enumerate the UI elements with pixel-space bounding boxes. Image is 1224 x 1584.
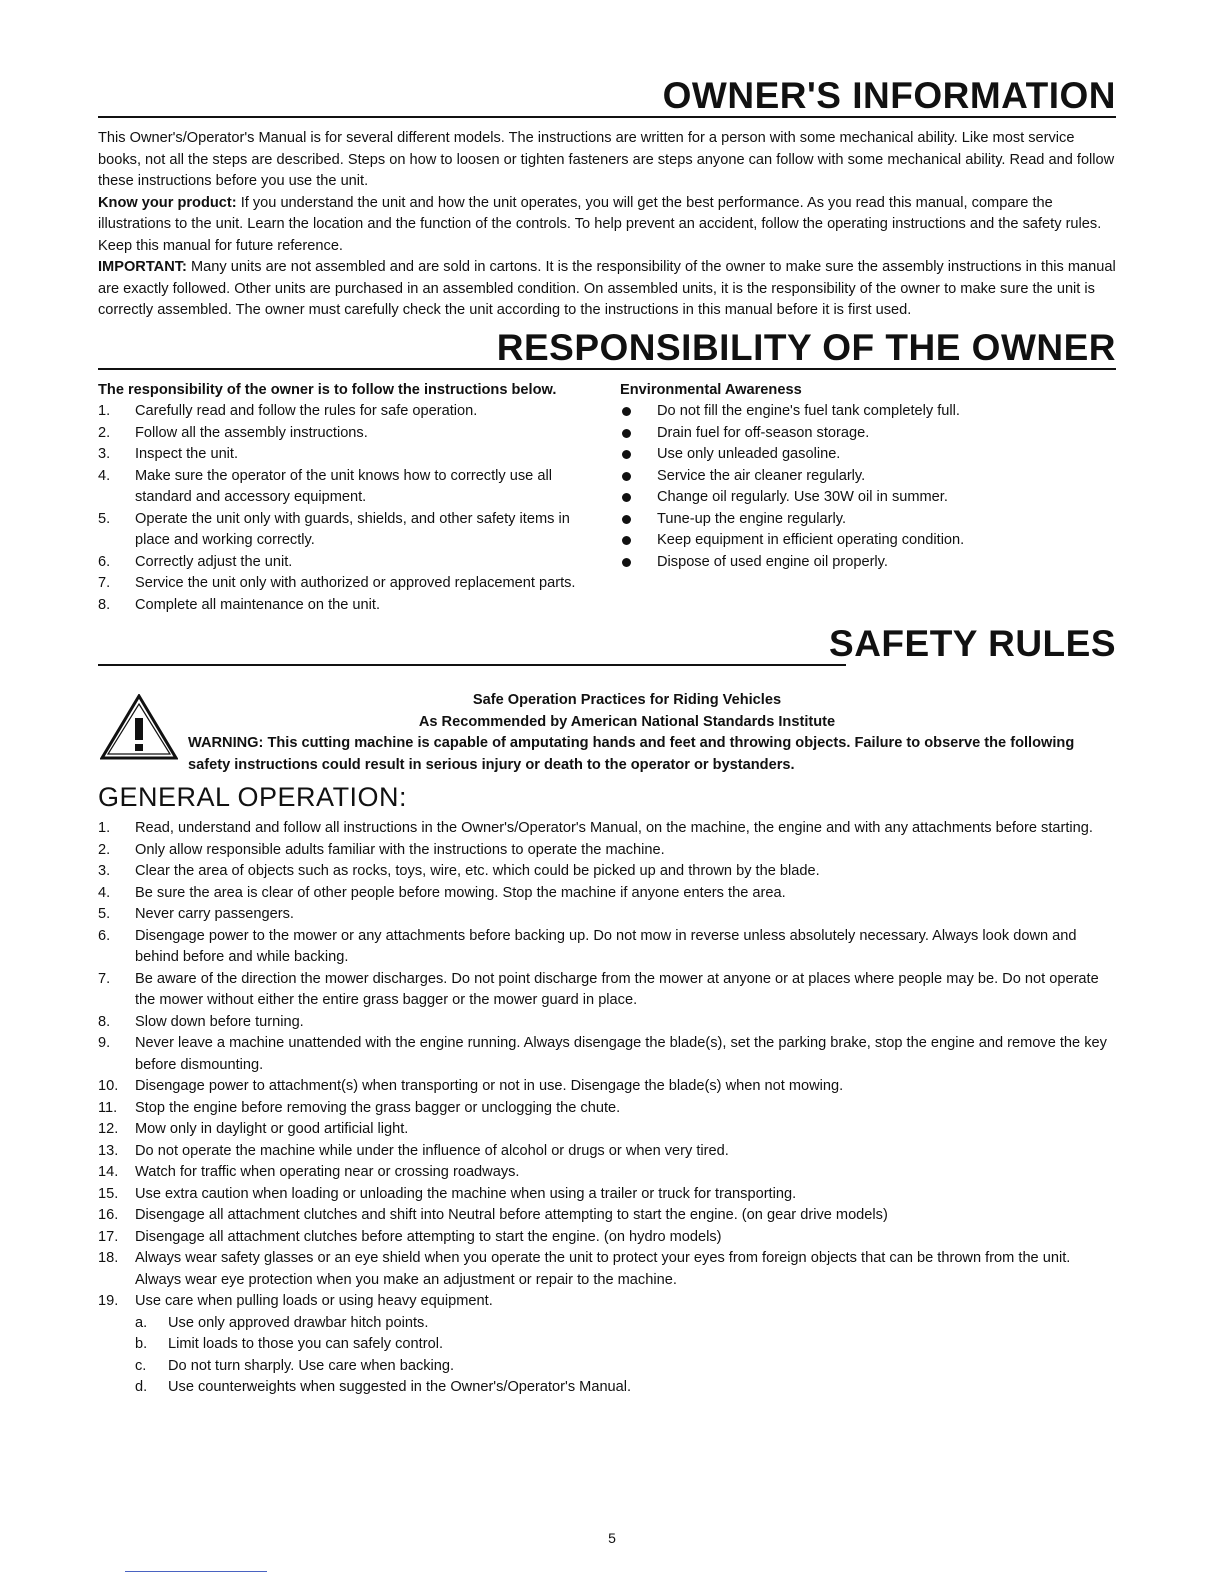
list-item: 3. Inspect the unit. [98,446,239,462]
environmental-awareness-heading: Environmental Awareness [620,381,802,398]
know-text: If you understand the unit and how the unit operates, you will get the best performance. As you read this manual, compare the illustrations to the unit. Learn the location and the function of the controls. To help prevent an accident, follow the operating instructions and the safety rules. Keep this manual for future reference. [98,194,1102,254]
general-operation-heading: GENERAL OPERATION: [98,782,408,812]
list-item: 1. Read, understand and follow all instructions in the Owner's/Operator's Manual, on the machine, the engine and with any attachments before starting. [98,820,1093,836]
list-item: 5. Never carry passengers. [98,906,294,922]
owner-duties-column [98,380,598,617]
important-label: IMPORTANT: [98,259,187,275]
owners-information-header [98,72,1116,120]
responsibility-header [98,324,1116,372]
list-item: 1. Carefully read and follow the rules for safe operation. [98,403,478,419]
list-item: 9. Never leave a machine unattended with the engine running. Always disengage the blade(s), set the parking brake, stop the engine and remove the key before dismounting. [98,1035,1107,1073]
list-item: 12. Mow only in daylight or good artificial light. [98,1121,409,1137]
list-item: 14. Watch for traffic when operating near or crossing roadways. [98,1164,520,1180]
know-your-product-paragraph [98,193,1116,258]
manual-page [98,72,1116,1399]
list-item: 19. Use care when pulling loads or using heavy equipment. [98,1293,493,1309]
list-item: 2. Only allow responsible adults familiar with the instructions to operate the machine. [98,841,665,858]
list-item: d. Use counterweights when suggested in the Owner's/Operator's Manual. [135,1379,632,1395]
section-rule [98,368,1116,370]
bullet-icon [622,515,631,524]
section-rule [98,664,846,666]
list-item: 2. Follow all the assembly instructions. [98,424,368,441]
environmental-awareness-column [620,380,1116,617]
list-item: Drain fuel for off-season storage. [620,423,1116,445]
list-item: 3. Clear the area of objects such as rocks, toys, wire, etc. which could be picked up and thrown by the blade. [98,863,820,879]
responsibility-columns [98,380,1116,617]
environmental-list [620,401,1116,573]
list-item: b. Limit loads to those you can safely control. [135,1336,443,1352]
list-item: 10. Disengage power to attachment(s) when transporting or not in use. Disengage the blade(s) when not mowing. [98,1078,844,1094]
important-paragraph [98,257,1116,322]
bullet-icon [622,558,631,567]
list-item: 16. Disengage all attachment clutches and shift into Neutral before attempting to start the engine. (on gear drive models) [98,1207,888,1223]
owners-information-title: OWNER'S INFORMATION [662,75,1116,116]
list-item: 11. Stop the engine before removing the grass bagger or unclogging the chute. [98,1099,621,1116]
section-rule [98,116,1116,118]
list-item: 4. Be sure the area is clear of other people before mowing. Stop the machine if anyone enters the area. [98,884,786,901]
footer-line [125,1571,267,1572]
bullet-icon [622,407,631,416]
practices-line-2: As Recommended by American National Standards Institute [418,713,836,730]
list-item: 7. Service the unit only with authorized or approved replacement parts. [98,575,576,591]
list-item: Change oil regularly. Use 30W oil in summer. [620,487,1116,509]
know-label: Know your product: [98,194,237,211]
list-item: 6. Correctly adjust the unit. [98,553,293,570]
bullet-icon [622,472,631,481]
list-item: 5. Operate the unit only with guards, shields, and other safety items in place and working correctly. [98,510,570,548]
responsibility-title: RESPONSIBILITY OF THE OWNER [496,326,1116,368]
list-item: 18. Always wear safety glasses or an eye shield when you operate the unit to protect your eyes from foreign objects that can be thrown from the unit. Always wear eye protection when you make an adjustment or repair to the machine. [98,1250,1071,1288]
list-item: 17. Disengage all attachment clutches before attempting to start the engine. (on hydro models) [98,1228,722,1245]
owner-duties-heading: The responsibility of the owner is to follow the instructions below. [98,381,557,398]
list-item: Dispose of used engine oil properly. [620,552,1116,574]
list-item: 8. Complete all maintenance on the unit. [98,596,381,613]
important-text: Many units are not assembled and are sold in cartons. It is the responsibility of the owner to make sure the assembly instructions in this manual are exactly followed. Other units are purchased in an assembled condition. On assembled units, it is the responsibility of the owner to make sure the unit is correctly assembled. The owner must carefully check the unit according to the instructions in this manual before it is first used. [98,259,1116,318]
list-item: 8. Slow down before turning. [98,1013,304,1030]
list-item: 7. Be aware of the direction the mower discharges. Do not point discharge from the mower at anyone or at places where people may be. Do not operate the mower without either the entire grass bagger or the mower guard in place. [98,970,1099,1008]
list-item: Do not fill the engine's fuel tank completely full. [620,401,1116,423]
list-item: a. Use only approved drawbar hitch points. [135,1314,429,1331]
owners-information-body [98,128,1116,322]
list-item: Use only unleaded gasoline. [620,444,1116,466]
bullet-icon [622,450,631,459]
list-item: 6. Disengage power to the mower or any attachments before backing up. Do not mow in reverse unless absolutely necessary. Always look down and behind before and while backing. [98,927,1077,965]
general-operation-list [98,818,1116,1313]
list-item: 15. Use extra caution when loading or unloading the machine when using a trailer or truck for transporting. [98,1185,797,1202]
list-item: Service the air cleaner regularly. [620,466,1116,488]
list-item: c. Do not turn sharply. Use care when backing. [135,1357,455,1374]
list-item: Tune-up the engine regularly. [620,509,1116,531]
intro-paragraph: This Owner's/Operator's Manual is for several different models. The instructions are written for a person with some mechanical ability. Like most service books, not all the steps are described. Steps on how to loosen or tighten fasteners are steps anyone can follow with some mechanical ability. Read and follow these instructions before you use the unit. [98,130,1115,189]
safety-rules-title: SAFETY RULES [829,623,1116,664]
warning-block [98,680,1116,780]
list-item: Keep equipment in efficient operating condition. [620,530,1116,552]
bullet-icon [622,536,631,545]
bullet-icon [622,429,631,438]
page-number: 5 [608,1530,616,1546]
practices-line-1: Safe Operation Practices for Riding Vehicles [472,692,782,708]
bullet-icon [622,493,631,502]
safety-rules-header [98,620,1116,668]
warning-triangle-icon [100,694,178,760]
warning-text: WARNING: This cutting machine is capable of amputating hands and feet and throwing objects. Failure to observe the following safety instructions could result in serious injury or death to the operator or bystanders. [188,735,1075,773]
heavy-equipment-sublist [98,1313,1116,1399]
owner-duties-list [98,401,598,616]
list-item: 13. Do not operate the machine while under the influence of alcohol or drugs or when very tired. [98,1142,729,1159]
list-item: 4. Make sure the operator of the unit knows how to correctly use all standard and accessory equipment. [98,467,552,505]
